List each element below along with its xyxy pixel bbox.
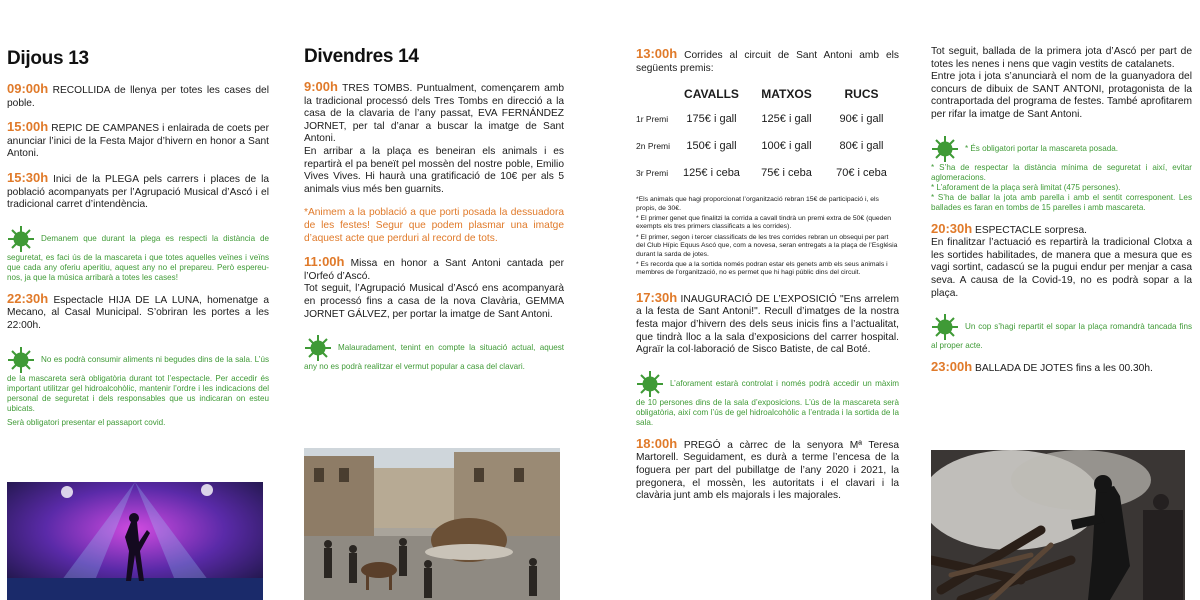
- column-continuacio: [630, 0, 905, 600]
- event-1530: 15:30h Inici de la PLEGA pels carrers i places de la població acompanyats per l’Agrupació Musical d’Ascó i el tradicional carret d’intendència.: [7, 169, 269, 211]
- event-1100-detail: Tot seguit, l’Agrupació Musical d’Ascó ens acompanyarà en processó fins a casa de la nova Clavària, GEMMA JORNET GÁLVEZ, per portar la imatge de Sant Antoni.: [304, 283, 564, 320]
- covid-notice-exposicio: L’aforament estarà controlat i només podrà accedir un màxim de 10 persones dins de la sala d’exposicions. L’ús de la mascareta serà obligatòria, així com l’ús de gel hidroalcohòlic a l’entrada i la sortida de la sala.: [636, 368, 899, 428]
- prize-notes: *Els animals que hagi proporcionat l’organització rebran 15€ de participació i, els propis, de 30€. * El primer genet que finalitzi la corrida a cavall tindrà un premi extra de 50€ (queden exempts els tres primers classificats a les corrides). * El primer, segon i tercer classificats de les tres corrides rebran un obsequi per part del Club Hípic Equus Ascó que, com a novesa, seran entregats a la plaça de l’Església durant la sarda de jotes. * Es recorda que a la sortida només podran estar els genets amb els seus animals i membres de l’organització, no es permet que hi hagi públic dins del circuit.: [636, 196, 898, 277]
- virus-icon: [304, 334, 332, 362]
- jota-text: Tot seguit, ballada de la primera jota d’Ascó per part de totes les nenes i nens que vagin vestits de catalanets.: [931, 46, 1192, 70]
- day-title: Dijous 13: [7, 48, 89, 69]
- event-1100: 11:00h Missa en honor a Sant Antoni cantada per l’Orfeó d’Ascó.: [304, 254, 564, 282]
- event-1730: 17:30h INAUGURACIÓ DE L’EXPOSICIÓ "Ens arrelem a la festa de Sant Antoni!". Recull d’imatges de la nostra festa major d’hivern des dels seus inicis fins a l’actualitat, que tindrà lloc a la sala d’exposicions del carrer hospital. Agraïr la col·laboració de Sisco Batiste, de cal Boté.: [636, 289, 899, 356]
- table-row: 1r Premi 175€ i gall 125€ i gall 90€ i gall: [636, 112, 884, 125]
- table-row: 2n Premi 150€ i gall 100€ i gall 80€ i gall: [636, 139, 884, 152]
- covid-notice-jotes: * És obligatori portar la mascareta posada. * S’ha de respectar la distància mínima de seguretat i així, evitar aglomeracions. * L’aforament de la plaça serà limitat (475 persones). * S’ha de ballar la jota amb parella i amb el sentit corresponent. Les ballades es faran en tombs de 15 parelles i amb mascareta.: [931, 133, 1192, 213]
- virus-icon: [636, 370, 664, 398]
- event-0900-detail: En arribar a la plaça es beneiran els animals i es repartirà el pa beneït pel mossèn del nostre poble, Emilio Vives Vives. Hi haurà una gratificació de 10€ per als 5 animals vius més ben guarnits.: [304, 145, 564, 195]
- event-2300: 23:00h BALLADA DE JOTES fins a les 00.30h.: [931, 359, 1153, 375]
- event-2030-detail: En finalitzar l’actuació es repartirà la tradicional Clotxa a les sortides habilitades, de manera que a mesura que es vagi sortint, cadascú se la pugui endur per menjar a casa seva. A causa de la Covid-19, no es podrà sopar a la plaça.: [931, 237, 1192, 299]
- table-row: 3r Premi 125€ i ceba 75€ i ceba 70€ i ceba: [636, 166, 887, 179]
- jota-detail: Entre jota i jota s’anunciarà el nom de la guanyadora del concurs de dibuix de SANT ANTONI, protagonista de la contraportada del programa de festes. També aprofitarem per rifar la imatge de Sant Antoni.: [931, 71, 1192, 120]
- covid-notice-plega: Demanem que durant la plega es respecti la distància de seguretat, es faci ús de la mascareta i que totes aquelles veïnes i veïns que cada any oferiu aperitiu, aquest any no el prepareu. Però espereu-nos, ja que la música arribarà a totes les cases!: [7, 223, 269, 283]
- bonfire-photo: [931, 450, 1185, 600]
- event-2030: 20:30h ESPECTACLE sorpresa.: [931, 220, 1087, 236]
- virus-icon: [931, 135, 959, 163]
- col-header: MATXOS: [761, 87, 812, 102]
- tres-tombs-photo: [304, 448, 560, 600]
- col-header: CAVALLS: [684, 87, 739, 102]
- event-0900: 9:00h TRES TOMBS. Puntualment, començarem amb la tradicional processó dels Tres Tombs en direcció a la casa de la clavaria de l’any passat, EVA FERNÁNDEZ JORNET, per tal d’anar a buscar la imatge de Sant Antoni.: [304, 79, 564, 145]
- virus-icon: [931, 313, 959, 341]
- event-0900: 09:00h RECOLLIDA de llenya per totes les cases del poble.: [7, 81, 269, 109]
- event-1800: 18:00h PREGÓ a càrrec de la senyora Mª Teresa Martorell. Seguidament, es durà a terme l’encesa de la foguera per part del pubillatge de l’any 2020 i 2021, la pregonera, el mossèn, les autoritats i el clavari i la clavària junt amb els majorals i les majorales.: [636, 435, 899, 502]
- prize-table: [636, 83, 899, 186]
- event-1300: 13:00h Corrides al circuit de Sant Antoni amb els següents premis:: [636, 46, 899, 74]
- concert-photo: [7, 482, 263, 600]
- virus-icon: [7, 346, 35, 374]
- event-1500: 15:00h REPIC DE CAMPANES i enlairada de coets per anunciar l’inici de la Festa Major d’hivern en honor a Sant Antoni.: [7, 119, 269, 160]
- hoodie-note: *Animem a la població a que porti posada la dessuadora de les festes! Segur que podem plasmar una imatge d’aquest acte que perduri al record de tots.: [304, 207, 564, 244]
- table-header: [636, 83, 899, 105]
- day-title: Divendres 14: [304, 46, 419, 67]
- covid-notice-sopar: Un cop s’hagi repartit el sopar la plaça romandrà tancada fins al proper acte.: [931, 311, 1192, 351]
- covid-notice-espectacle: No es podrà consumir aliments ni begudes dins de la sala. L’ús de la mascareta serà obligatòria durant tot l’espectacle. Per accedir és important utilitzar gel hidroalcohòlic, mantenir l’ordre i les indicacions del personal de seguretat i dels responsables que us indicaran on esteu ubicats. Serà obligatori presentar el passaport covid.: [7, 344, 269, 428]
- event-2230: 22:30h Espectacle HIJA DE LA LUNA, homenatge a Mecano, al Casal Municipal. S’obriran les portes a les 22:00h.: [7, 290, 269, 331]
- col-header: RUCS: [844, 87, 879, 102]
- virus-icon: [7, 225, 35, 253]
- covid-notice-vermut: Malauradament, tenint en compte la situació actual, aquest any no es podrà realitzar el vermut popular a casa del clavari.: [304, 332, 564, 372]
